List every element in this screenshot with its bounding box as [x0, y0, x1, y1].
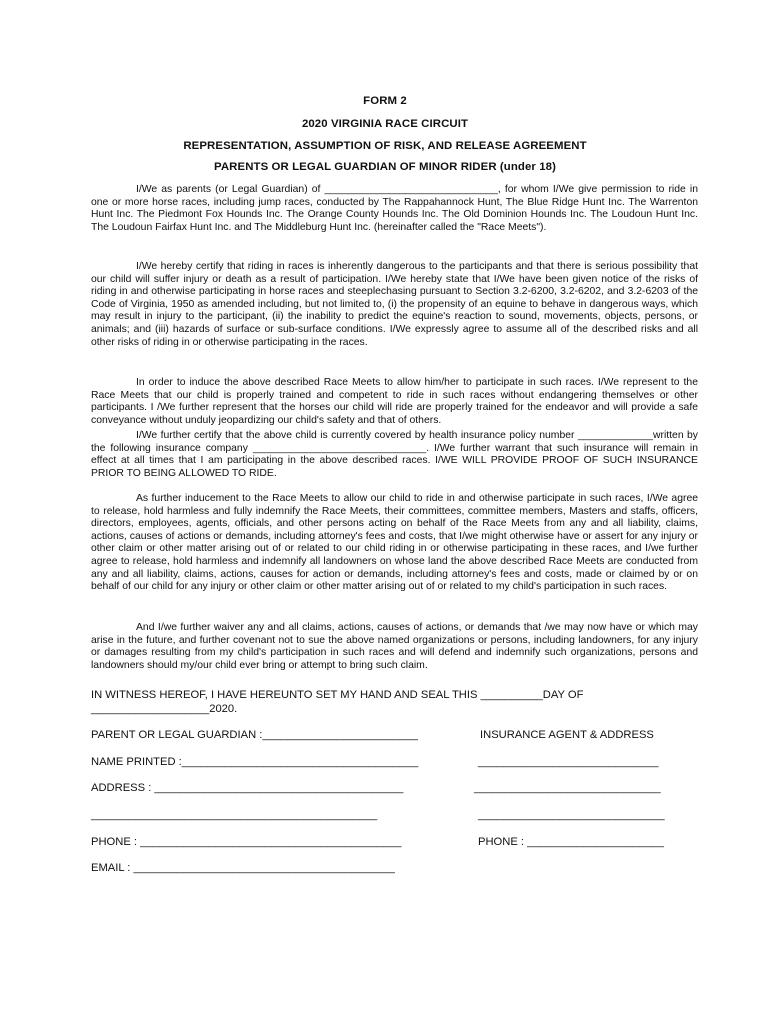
agent-line-1[interactable]: _____________________________	[478, 756, 659, 768]
form-number: FORM 2	[363, 95, 407, 107]
paragraph-insurance: I/We further certify that the above child is currently covered by health insurance policy number _____________written by the following insurance company ______________________________. I/We further warrant that such insurance will remain in effect at all times that I am participating in the above described races. I/WE WILL PROVIDE PROOF OF SUCH INSURANCE PRIOR TO BEING ALLOWED TO RIDE.	[91, 430, 698, 479]
insurance-agent-label: INSURANCE AGENT & ADDRESS	[480, 729, 654, 741]
witness-date-line[interactable]: ___________________2020.	[91, 703, 238, 715]
agent-line-3[interactable]: ______________________________	[478, 809, 665, 821]
parent-signature-field[interactable]: PARENT OR LEGAL GUARDIAN :_________________________	[91, 729, 418, 741]
agent-phone-field[interactable]: PHONE : ______________________	[478, 836, 664, 848]
name-printed-field[interactable]: NAME PRINTED :______________________________________	[91, 756, 419, 768]
paragraph-training-representation: In order to induce the above described Race Meets to allow him/her to participate in such races. I/We represent to the Race Meets that our child is properly trained and competent to ride in such races without endangering themselves or other participants. I /We further represent that the horses our child will ride are properly trained for the endeavor and will provide a safe conveyance without unduly jeopardizing our child's safety and that of others.	[91, 377, 698, 426]
circuit-title: 2020 VIRGINIA RACE CIRCUIT	[301, 118, 469, 130]
paragraph-release: As further inducement to the Race Meets to allow our child to ride in and otherwise participate in such races, I/We agree to release, hold harmless and fully indemnify the Race Meets, their committees, committee members, Masters and staffs, officers, directors, employees, agents, officials, and other persons acting on behalf of the Race Meets from any and all liability, claims, actions, causes of actions or demands, including attorney's fees and costs, that I/we might otherwise have or assert for any injury or other claim or other matter arising out of or related to our child riding in or otherwise participating in these races, and I/we further agree to release, hold harmless and indemnify all landowners on whose land the above described Race Meets are conducted from any and all liability, claims, actions, causes for action or demands, including attorney's fees and costs, made or claimed by or on behalf of our child for any injury or other claim or other matter arising out of or related to my child's participation in such races.	[91, 493, 698, 593]
agreement-title: REPRESENTATION, ASSUMPTION OF RISK, AND RELEASE AGREEMENT	[183, 140, 587, 152]
paragraph-waiver: And I/we further waiver any and all claims, actions, causes of actions, or demands that /we may now have or which may arise in the future, and further covenant not to sue the above named organizations or persons, including landowners, for any injury or damages resulting from my child's participation in such races and will defend and indemnify such organizations, persons and landowners should my/our child ever bring or attempt to bring such claim.	[91, 622, 698, 671]
phone-field[interactable]: PHONE : __________________________________________	[91, 836, 402, 848]
address-line-2-field[interactable]: ______________________________________________	[91, 809, 378, 821]
paragraph-risk-certification: I/We hereby certify that riding in races is inherently dangerous to the participants and that there is serious possibility that our child will suffer injury or death as a result of participation. I/We hereby state that I/We have been given notice of the risks of riding in and otherwise participating in horse races and steeplechasing pursuant to Section 3.2-6200, 3.2-6202, and 3.2-6203 of the Code of Virginia, 1950 as amended including, but not limited to, (i) the propensity of an equine to behave in dangerous ways, which may result in injury to the participant, (ii) the inability to predict the equine's reaction to sound, movements, objects, persons, or animals; and (iii) hazards of surface or sub-surface conditions. I/We expressly agree to assume all of the described risks and all other risks of riding in or otherwise participating in the races.	[91, 261, 698, 348]
witness-line[interactable]: IN WITNESS HEREOF, I HAVE HEREUNTO SET MY HAND AND SEAL THIS __________DAY OF	[91, 689, 584, 701]
minor-rider-subtitle: PARENTS OR LEGAL GUARDIAN OF MINOR RIDER (under 18)	[214, 161, 556, 173]
agent-line-2[interactable]: ______________________________	[474, 782, 661, 794]
paragraph-permission: I/We as parents (or Legal Guardian) of ______________________________, for whom I/We give permission to ride in one or more horse races, including jump races, conducted by The Rappahannock Hunt, The Blue Ridge Hunt Inc. The Warrenton Hunt Inc. The Piedmont Fox Hounds Inc. The Orange County Hounds Inc. The Old Dominion Hounds Inc. The Loudoun Hunt Inc. The Loudoun Fairfax Hunt Inc. and The Middleburg Hunt Inc. (hereinafter called the "Race Meets").	[91, 184, 698, 233]
email-field[interactable]: EMAIL : __________________________________________	[91, 862, 395, 874]
address-field[interactable]: ADDRESS : ________________________________________	[91, 782, 404, 794]
